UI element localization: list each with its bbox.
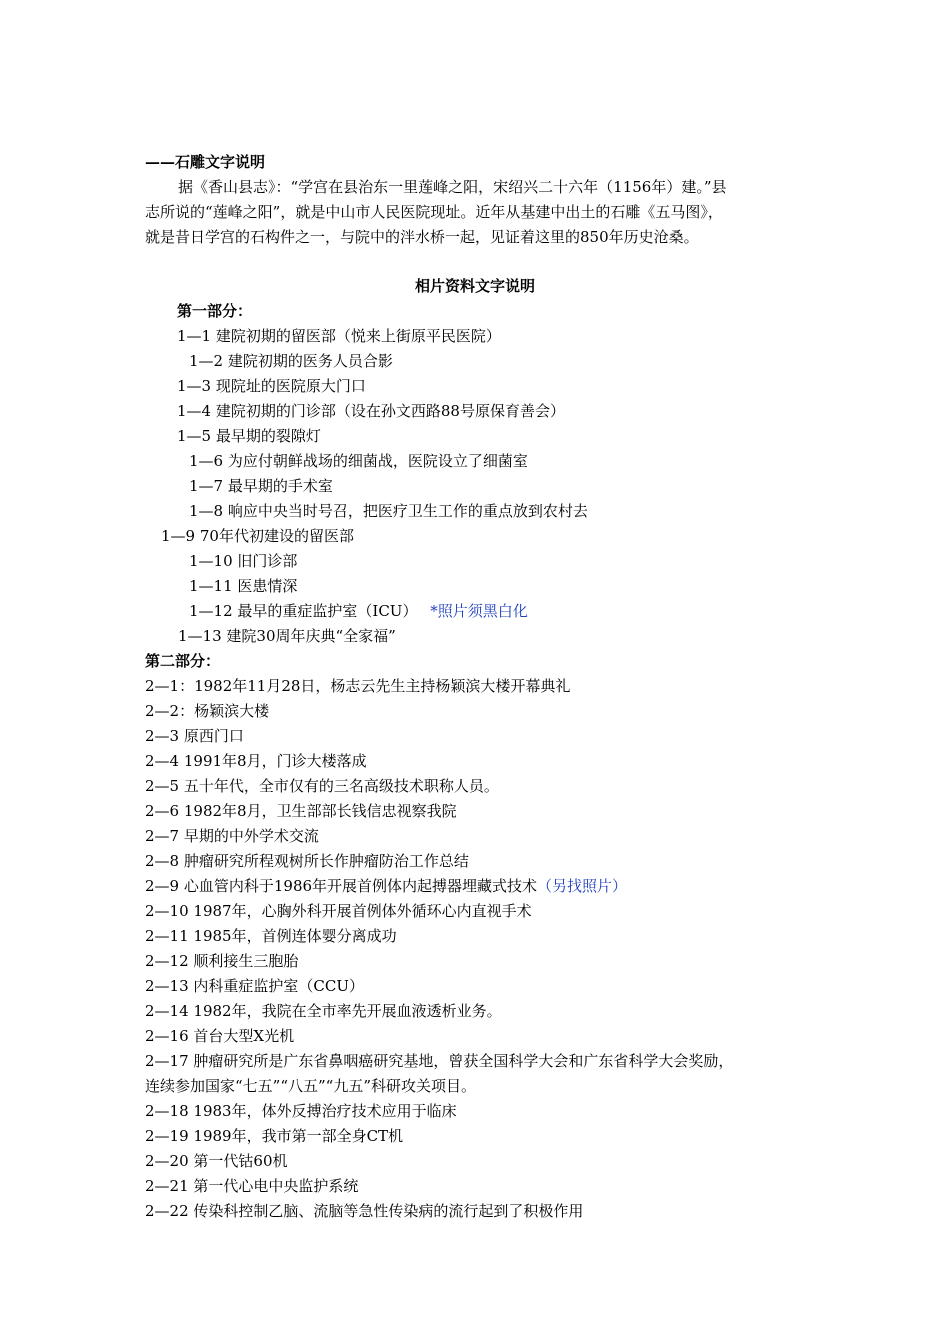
part2-item: 2—11 1985年，首例连体婴分离成功: [145, 927, 397, 945]
part2-item: 2—17 肿瘤研究所是广东省鼻咽癌研究基地，曾获全国科学大会和广东省科学大会奖励，: [145, 1052, 734, 1070]
part1-item: 1—9 70年代初建设的留医部: [161, 527, 354, 545]
part2-item: 2—13 内科重症监护室（CCU）: [145, 977, 364, 995]
part2-item: 2—20 第一代钴60机: [145, 1152, 288, 1170]
bw-note: *照片须黑白化: [430, 602, 528, 620]
part2-item: 2—16 首台大型X光机: [145, 1027, 295, 1045]
part1-item: 1—10 旧门诊部: [189, 552, 298, 570]
part1-item: 1—3 现院址的医院原大门口: [177, 377, 366, 395]
part1-item: 1—8 响应中央当时号召，把医疗卫生工作的重点放到农村去: [189, 502, 588, 520]
part2-item: 2—2：杨颖滨大楼: [145, 702, 270, 720]
part2-item: 2—1：1982年11月28日，杨志云先生主持杨颖滨大楼开幕典礼: [145, 677, 571, 695]
part2-item-2-9: [145, 876, 627, 896]
stone-heading: ——石雕文字说明: [145, 153, 266, 171]
part2-item: 2—12 顺利接生三胞胎: [145, 952, 299, 970]
part1-item: 1—4 建院初期的门诊部（设在孙文西路88号原保育善会）: [177, 402, 565, 420]
part1-item-1-12: [189, 601, 528, 621]
stone-para-line: 就是昔日学宫的石构件之一，与院中的泮水桥一起，见证着这里的850年历史沧桑。: [145, 228, 699, 246]
part2-heading: 第二部分：: [145, 652, 221, 670]
part2-item: 2—8 肿瘤研究所程观树所长作肿瘤防治工作总结: [145, 852, 469, 870]
part2-item: 2—18 1983年，体外反搏治疗技术应用于临床: [145, 1102, 457, 1120]
part2-item: 2—14 1982年，我院在全市率先开展血液透析业务。: [145, 1002, 502, 1020]
part2-item-continuation: 连续参加国家“七五”“八五”“九五”科研攻关项目。: [145, 1077, 477, 1095]
stone-para-line: 志所说的“莲峰之阳”，就是中山市人民医院现址。近年从基建中出土的石雕《五马图》，: [145, 203, 723, 221]
part2-item: 2—3 原西门口: [145, 727, 244, 745]
part1-item: 1—5 最早期的裂隙灯: [177, 427, 321, 445]
part2-item-text: 2—9 心血管内科于1986年开展首例体内起搏器埋藏式技术: [145, 877, 538, 895]
part2-item: 2—22 传染科控制乙脑、流脑等急性传染病的流行起到了积极作用: [145, 1202, 584, 1220]
part2-item: 2—7 早期的中外学术交流: [145, 827, 319, 845]
part1-item: 1—11 医患情深: [189, 577, 298, 595]
part2-item: 2—6 1982年8月，卫生部部长钱信忠视察我院: [145, 802, 457, 820]
part1-item: 1—7 最早期的手术室: [189, 477, 333, 495]
photos-title: 相片资料文字说明: [414, 277, 535, 295]
part1-item: 1—13 建院30周年庆典“全家福”: [178, 627, 396, 645]
part2-item: 2—5 五十年代，全市仅有的三名高级技术职称人员。: [145, 777, 499, 795]
find-photo-note: （另找照片）: [537, 877, 628, 895]
part1-heading: 第一部分：: [177, 302, 253, 320]
part1-item: 1—2 建院初期的医务人员合影: [189, 352, 393, 370]
part2-item: 2—4 1991年8月，门诊大楼落成: [145, 752, 367, 770]
part2-item: 2—19 1989年，我市第一部全身CT机: [145, 1127, 404, 1145]
part1-item: 1—6 为应付朝鲜战场的细菌战，医院设立了细菌室: [189, 452, 528, 470]
part1-item: 1—1 建院初期的留医部（悦来上街原平民医院）: [177, 327, 501, 345]
part2-item: 2—21 第一代心电中央监护系统: [145, 1177, 359, 1195]
part2-item: 2—10 1987年，心胸外科开展首例体外循环心内直视手术: [145, 902, 532, 920]
stone-para-line: 据《香山县志》：“学宫在县治东一里莲峰之阳，宋绍兴二十六年（1156年）建。”县: [178, 178, 727, 196]
part1-item-text: 1—12 最早的重症监护室（ICU）: [189, 602, 418, 620]
